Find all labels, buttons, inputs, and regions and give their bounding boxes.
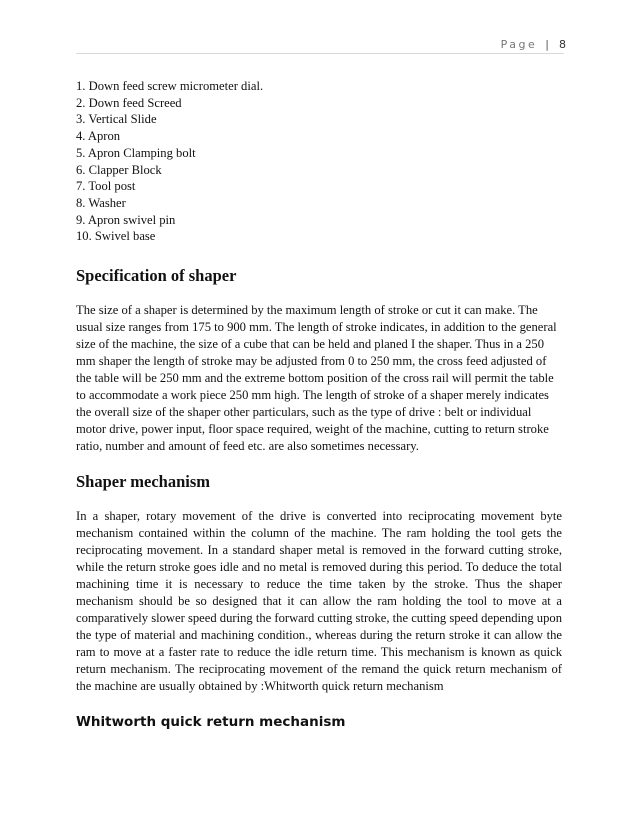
page-separator: | <box>545 38 549 51</box>
header-divider <box>76 53 564 54</box>
page-number: 8 <box>559 38 566 51</box>
mechanism-paragraph: In a shaper, rotary movement of the drive is converted into reciprocating movement byte mechanism contained within the column of the machine. The ram holding the tool gets the reciprocating movement. In a standard shaper metal is removed in the forward cutting stroke, while the return stroke goes idle and no metal is removed during this period. To deduce the total machining time it is necessary to reduce the time taken by the stroke. Thus the shaper mechanism should be so designed that it can allow the ram holding the tool to move at a comparatively slower speed during the forward cutting stroke, the cutting speed depending upon the type of material and machining condition., whereas during the return stroke it can allow the ram to move at a faster rate to reduce the idle return time. This mechanism is known as quick return mechanism. The reciprocating movement of the remand the quick return mechanism of the machine are usually obtained by :Whitworth quick return mechanism <box>76 509 562 694</box>
list-item: 6. Clapper Block <box>76 162 162 177</box>
mechanism-heading: Shaper mechanism <box>76 472 210 492</box>
page-content <box>76 78 562 731</box>
list-item: 7. Tool post <box>76 179 136 194</box>
list-item: 4. Apron <box>76 129 121 144</box>
list-item: 10. Swivel base <box>76 229 156 244</box>
parts-list <box>76 78 562 245</box>
list-item: 9. Apron swivel pin <box>76 212 176 227</box>
list-item: 1. Down feed screw micrometer dial. <box>76 79 264 93</box>
list-item: 8. Washer <box>76 195 126 210</box>
page-label: Page <box>500 38 538 51</box>
page-header <box>501 38 566 51</box>
list-item: 3. Vertical Slide <box>76 112 157 127</box>
specification-heading: Specification of shaper <box>76 266 237 286</box>
whitworth-heading: Whitworth quick return mechanism <box>76 714 346 731</box>
list-item: 5. Apron Clamping bolt <box>76 145 196 160</box>
list-item: 2. Down feed Screed <box>76 95 182 110</box>
specification-paragraph: The size of a shaper is determined by the maximum length of stroke or cut it can make. The usual size ranges from 175 to 900 mm. The length of stroke indicates, in addition to the general size of the machine, the size of a cube that can be held and planed I the shaper. Thus in a 250 mm shaper the length of stroke may be adjusted from 0 to 250 mm, the cross feed adjusted of the table will be 250 mm and the extreme bottom position of the cross rail will permit the table to accommodate a work piece 250 mm high. The length of stroke of a shaper merely indicates the overall size of the shaper other particulars, such as the type of drive : belt or individual motor drive, power input, floor space required, weight of the machine, cutting to return stroke ratio, number and amount of feed etc. are also sometimes necessary. <box>76 303 557 454</box>
